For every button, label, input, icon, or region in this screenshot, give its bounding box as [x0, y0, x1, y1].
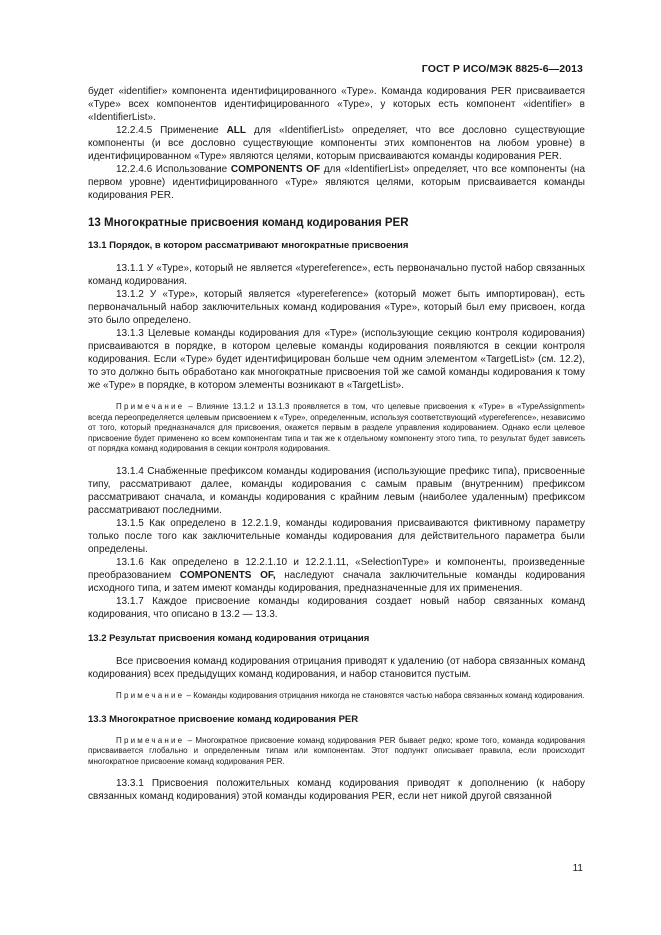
section-13-heading: 13 Многократные присвоения команд кодирования PER	[88, 217, 409, 229]
note-13-3: Примечание – Многократное присвоение команд кодирования PER бывает редко; кроме того, команда кодирования присваивается глобально и определенным типам или компонентам. Этот подпункт описывает правила, если происходит многократное присвоение команд кодирования PER.	[88, 735, 585, 766]
note-13-2: Примечание – Команды кодирования отрицания никогда не становятся частью набора связанных команд кодирования.	[116, 690, 585, 700]
paragraph-13-1-6: 13.1.6 Как определено в 12.2.1.10 и 12.2.1.11, «SelectionType» и компоненты, произведенные преобразованием COMPONENTS OF, наследуют сначала заключительные команды кодирования исходного типа, и затем имеют команды кодирования, предназначенные для их применения.	[88, 556, 585, 594]
paragraph-13-1-7: 13.1.7 Каждое присвоение команды кодирования создает новый набор связанных команд кодирования, что описано в 13.2 — 13.3.	[88, 595, 585, 620]
note-label: Примечание	[116, 735, 185, 745]
paragraph-13-3-1: 13.3.1 Присвоения положительных команд кодирования приводят к дополнению (к набору связанных команд кодирования) этой команды кодирования PER, если нет никой другой связанной	[88, 778, 585, 803]
paragraph-13-2: Все присвоения команд кодирования отрицания приводят к удалению (от набора связанных команд кодирования) всех предыдущих команд кодирования, и набор становится пустым.	[88, 655, 585, 680]
subsection-13-2-heading: 13.2 Результат присвоения команд кодирования отрицания	[88, 632, 370, 644]
paragraph-13-1-4: 13.1.4 Снабженные префиксом команды кодирования (использующие префикс типа), присвоенные типу, рассматривают далее, команды кодирования с самым правым (внутренним) префиксом рассматривают сначала, и команды кодирования с крайним левым (наиболее удаленным) префиксом рассматривают последними.	[88, 465, 585, 516]
note-label: Примечание	[116, 690, 185, 700]
paragraph-12-2-4-5: 12.2.4.5 Применение ALL для «IdentifierList» определяет, что все дословно существующие компоненты (и все дословно существующие компоненты этих компонентов на любом уровне) в идентифицированном «Type» являются целями, которым присваиваются команды кодирования PER.	[88, 125, 585, 162]
keyword-all: ALL	[226, 125, 247, 136]
page-number: 11	[572, 863, 583, 874]
paragraph-13-1-5: 13.1.5 Как определено в 12.2.1.9, команды кодирования присваиваются фиктивному параметру только после того как заключительные команды кодирования для действительного параметра были определены.	[88, 517, 585, 555]
note-13-1: Примечание – Влияние 13.1.2 и 13.1.3 проявляется в том, что целевые присвоения к «Type» в «TypeAssignment» всегда переопределяется целевым присвоением к «Type», определенным, используя соответствующий «typereference», независимо от того, который предназначался для присвоения, окажется первым в разделе управления кодированием. Однако если целевое присвоение будет применено ко всем компонентам типа и так же к отдельному компоненту этого типа, то результат будет зависеть от порядка команд кодирования в секции контроля кодирования.	[88, 402, 585, 454]
standard-header: ГОСТ Р ИСО/МЭК 8825-6—2013	[421, 63, 583, 75]
paragraph-continuation: будет «identifier» компонента идентифицированного «Type». Команда кодирования PER присваивается «Type» всех компонентов идентифицированного «Type», у которых есть компонент «identifier» в «IdentifierList».	[88, 86, 585, 123]
keyword-components-of: COMPONENTS OF	[230, 164, 321, 175]
paragraph-13-1-2: 13.1.2 У «Type», который является «typereference» (который может быть импортирован), есть первоначальный набор заключительных команд кодирования «Type», который был ему присвоен, когда это было определено.	[88, 289, 585, 326]
page-content	[88, 85, 585, 803]
keyword-components-of: COMPONENTS OF,	[179, 569, 276, 581]
subsection-13-1-heading: 13.1 Порядок, в котором рассматривают многократные присвоения	[88, 240, 409, 251]
subsection-13-3-heading: 13.3 Многократное присвоение команд кодирования PER	[88, 713, 359, 725]
paragraph-13-1-1: 13.1.1 У «Type», который не является «typereference», есть первоначально пустой набор связанных команд кодирования.	[88, 263, 585, 287]
note-label: Примечание	[116, 402, 185, 411]
paragraph-13-1-3: 13.1.3 Целевые команды кодирования для «Type» (использующие секцию контроля кодирования) присваиваются в порядке, в котором целевые команды кодирования появляются в секции контроля кодирования. Если «Type» будет идентифицирован больше чем одним элементом «TargetList» (см. 12.2), то это должно быть обработано как многократные присвоения той же самой команды кодирования к тому же «Type» в порядке, в котором элементы возникают в «TargetList».	[88, 328, 585, 391]
paragraph-12-2-4-6: 12.2.4.6 Использование COMPONENTS OF для «IdentifierList» определяет, что все компоненты (на первом уровне) идентифицированного «Type» являются целями, которым присваивается команды кодирования PER.	[88, 164, 586, 201]
